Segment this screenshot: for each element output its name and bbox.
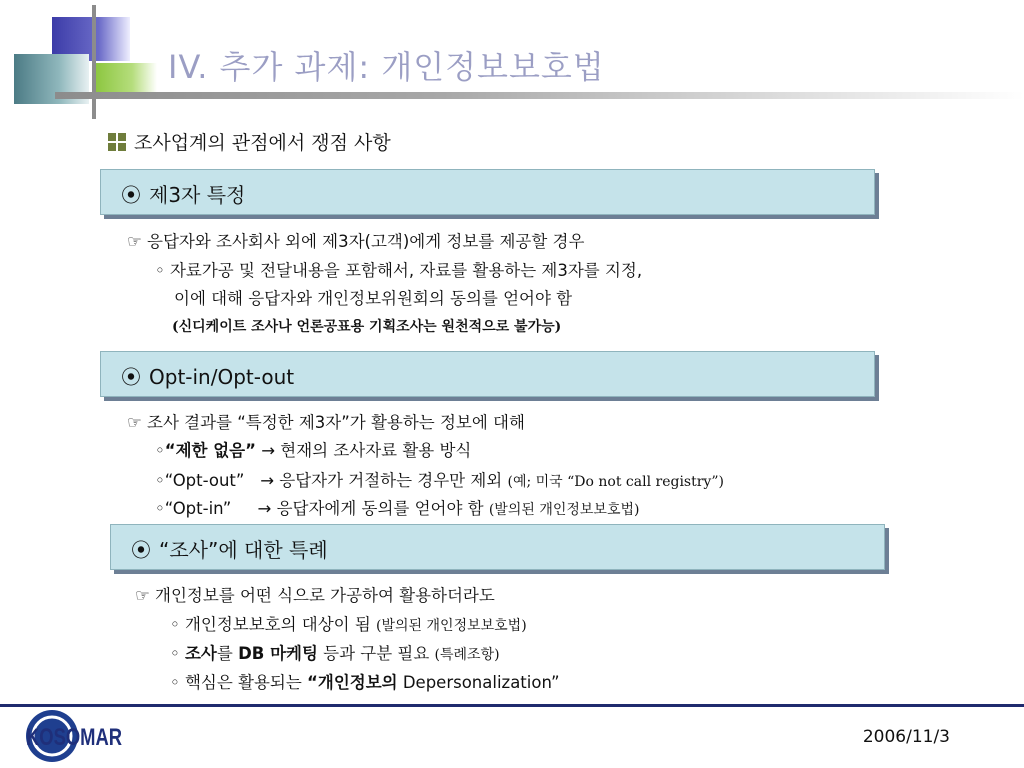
- section3-line2: [170, 611, 527, 635]
- option-note: (예; 미국 “Do not call registry”): [507, 474, 724, 490]
- circle-bullet-icon: ⦿: [131, 538, 151, 562]
- line-note: (특례조항): [434, 647, 500, 663]
- section1-line1: ☞ 응답자와 조사회사 외에 제3자(고객)에게 정보를 제공할 경우: [127, 232, 585, 251]
- section1-line3: 이에 대해 응답자와 개인정보위원회의 동의를 얻어야 함: [174, 289, 573, 308]
- option-name: “제한 없음”: [164, 441, 256, 460]
- footer-date: 2006/11/3: [862, 727, 950, 747]
- bold-term: “개인정보의: [307, 673, 398, 692]
- line-text: 를: [216, 644, 233, 663]
- section-header-survey-exception: [110, 524, 885, 570]
- line-text: 등과 구분 필요: [323, 644, 430, 663]
- line-note: (발의된 개인정보보호법): [376, 618, 527, 634]
- subtitle-text: 조사업계의 관점에서 쟁점 사항: [134, 132, 391, 154]
- deco-green-square: [95, 63, 157, 95]
- section-label: [121, 179, 245, 208]
- section2-line2: [155, 437, 471, 461]
- section1-line4: (신디케이트 조사나 언론공표용 기획조사는 원천적으로 불가능): [172, 319, 562, 335]
- list-marker: ◦: [155, 441, 165, 460]
- option-desc: → 응답자가 거절하는 경우만 제외: [260, 471, 503, 490]
- section-header-third-party: [100, 169, 875, 215]
- line-text: ◦ 개인정보보호의 대상이 됨: [170, 615, 371, 634]
- option-note: (발의된 개인정보보호법): [488, 502, 640, 518]
- page-title: IV. 추가 과제: 개인정보보호법: [168, 48, 605, 86]
- section3-line3: [170, 640, 500, 664]
- deco-vertical-line: [92, 5, 96, 119]
- line-text: Depersonalization”: [402, 673, 560, 692]
- section-heading: 제3자 특정: [149, 183, 246, 207]
- option-desc: → 응답자에게 동의를 얻어야 함: [257, 499, 484, 518]
- section-label: [131, 534, 328, 563]
- section1-line2: ◦ 자료가공 및 전달내용을 포함해서, 자료를 활용하는 제3자를 지정,: [155, 261, 643, 280]
- bold-term: DB 마케팅: [238, 644, 318, 663]
- corner-decoration: [0, 0, 140, 120]
- section-heading: “조사”에 대한 특례: [159, 538, 328, 562]
- option-desc: → 현재의 조사자료 활용 방식: [261, 441, 472, 460]
- section-header-opt-in-out: [100, 351, 875, 397]
- logo-text: KOSOMAR: [26, 724, 122, 751]
- section2-line3: [155, 467, 724, 491]
- list-marker: ◦: [155, 471, 165, 490]
- section-heading: Opt-in/Opt-out: [149, 365, 295, 389]
- section3-line1: ☞ 개인정보를 어떤 식으로 가공하여 활용하더라도: [135, 586, 495, 605]
- section2-line4: [155, 495, 639, 519]
- line-text: ◦ 핵심은 활용되는: [170, 673, 302, 692]
- section-label: [121, 361, 294, 390]
- bold-term: 조사: [184, 644, 217, 663]
- title-divider: [55, 92, 1024, 99]
- circle-bullet-icon: ⦿: [121, 365, 141, 389]
- list-marker: ◦: [155, 499, 165, 518]
- section2-line1: ☞ 조사 결과를 “특정한 제3자”가 활용하는 정보에 대해: [127, 413, 525, 432]
- subtitle: [108, 128, 391, 155]
- list-marker: ◦: [170, 644, 180, 663]
- kosomar-logo: [22, 709, 126, 763]
- grid-squares-icon: [108, 133, 126, 151]
- option-name: “Opt-out”: [164, 471, 245, 490]
- footer-divider: [0, 704, 1024, 707]
- option-name: “Opt-in”: [164, 499, 232, 518]
- circle-bullet-icon: ⦿: [121, 183, 141, 207]
- section3-line4: [170, 669, 560, 693]
